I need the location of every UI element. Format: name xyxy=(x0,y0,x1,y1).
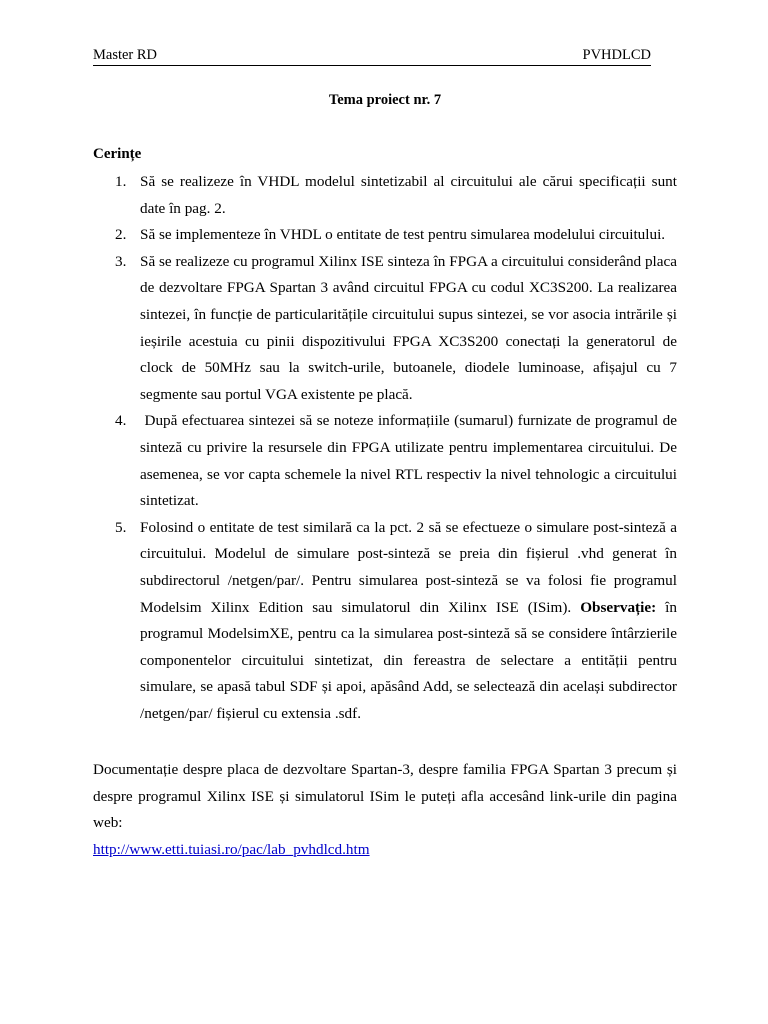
list-item xyxy=(93,408,681,514)
documentation-paragraph: Documentație despre placa de dezvoltare Spartan-3, despre familia FPGA Spartan 3 precum și despre programul Xilinx ISE și simulatorul ISim le puteți afla accesând link-urile din pagina web: xyxy=(93,761,677,832)
list-item-number: 1. xyxy=(115,173,127,190)
list-item-text-before: Folosind o entitate de test similară ca la pct. 2 să se efectueze o simulare post-sinteză a circuitului. Modelul de simulare post-sinteză se preia din fișierul .vhd generat în subdirectorul /netgen/par/. Pentru simularea post-sinteză se va folosi fie programul Modelsim Xilinx Edition sau simulatorul din Xilinx ISE (ISim). xyxy=(140,518,677,616)
header-right-text: PVHDLCD xyxy=(582,47,651,63)
list-item-text: După efectuarea sintezei să se noteze informațiile (sumarul) furnizate de programul de sinteză cu privire la resursele din FPGA utilizate pentru implementarea circuitului. De asemenea, se vor capta schemele la nivel RTL respectiv la nivel tehnologic a circuitului sintetizat. xyxy=(140,412,681,510)
page-header xyxy=(93,45,651,66)
list-item-text-after: în programul ModelsimXE, pentru ca la simularea post-sinteză să se considere întârzierile componentelor circuitului sintetizat, din fereastra de selectare a entității pentru simulare, se apasă tabul SDF și apoi, apăsând Add, se selectează din același subdirector /netgen/par/ fișierul cu extensia .sdf. xyxy=(140,598,677,722)
requirements-list xyxy=(93,169,681,727)
document-title: Tema proiect nr. 7 xyxy=(328,92,442,108)
list-item xyxy=(93,249,677,409)
list-item-text: Să se realizeze cu programul Xilinx ISE sinteza în FPGA a circuitului considerând placa de dezvoltare FPGA Spartan 3 având circuitul FPGA cu codul XC3S200. La realizarea sintezei, în funcție de particularitățile circuitului supus sintezei, se vor asocia intrările și ieșirile acestuia cu pinii dispozitivului FPGA XC3S200 conectați la generatorul de clock de 50MHz sau la switch-urile, butoanele, diodele luminoase, afișajul cu 7 segmente sau portul VGA existente pe placă. xyxy=(140,252,677,403)
header-left-text: Master RD xyxy=(93,47,158,63)
list-item xyxy=(93,515,677,728)
list-item-text: Să se realizeze în VHDL modelul sintetizabil al circuitului ale cărui specificații sunt date în pag. 2. xyxy=(140,173,677,217)
section-heading: Cerințe xyxy=(93,146,142,162)
list-item-number: 3. xyxy=(115,252,127,270)
list-item-number: 5. xyxy=(115,518,127,536)
list-item xyxy=(93,222,677,249)
list-item-number: 4. xyxy=(115,412,127,430)
observation-label: Observație: xyxy=(580,598,657,616)
list-item-number: 2. xyxy=(115,226,127,244)
list-item xyxy=(93,169,677,222)
list-item-text xyxy=(140,515,677,728)
documentation-link[interactable]: http://www.etti.tuiasi.ro/pac/lab_pvhdlcd.htm xyxy=(93,841,370,858)
list-item-text: Să se implementeze în VHDL o entitate de test pentru simularea modelului circuitului. xyxy=(140,226,666,244)
